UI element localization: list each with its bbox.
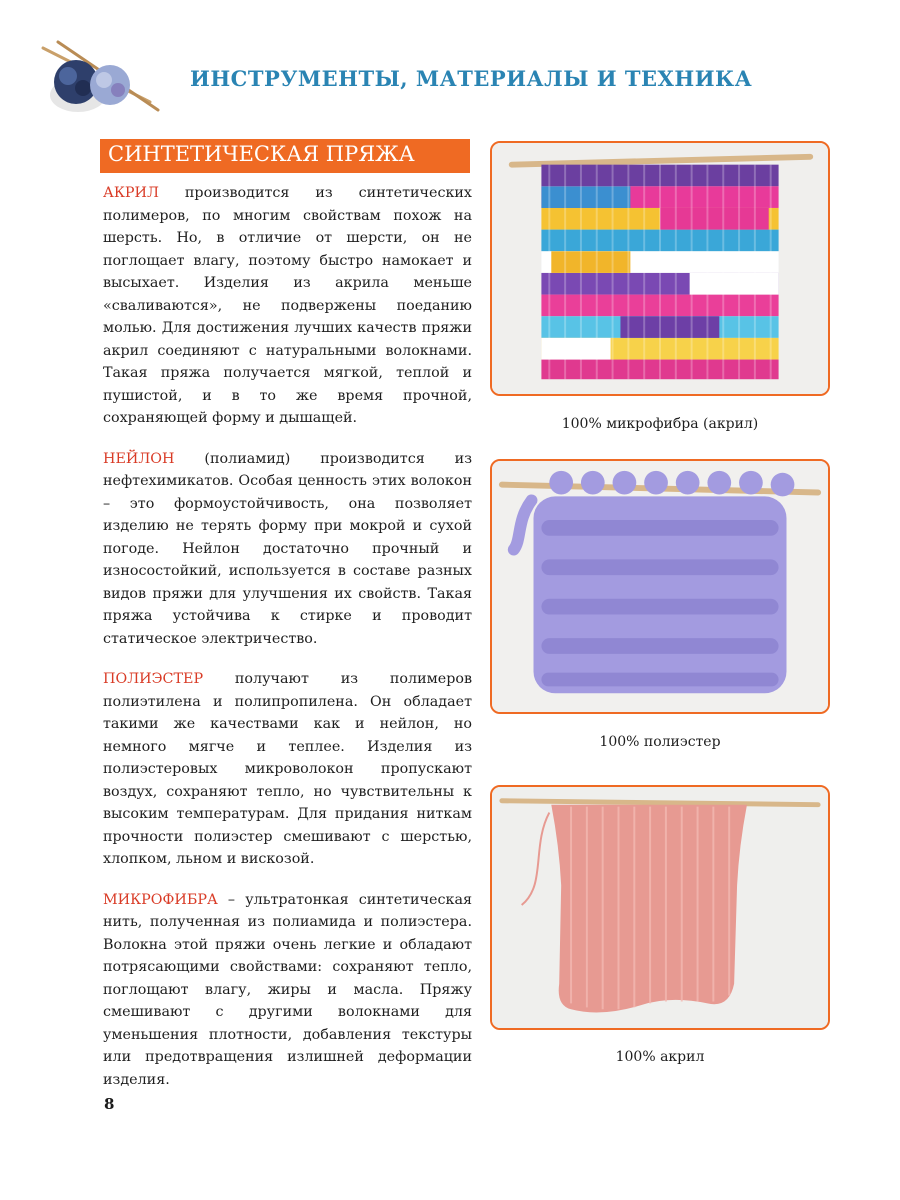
paragraph-acrylic <box>103 182 472 430</box>
paragraph-nylon <box>103 448 472 651</box>
page-number: 8 <box>104 1095 115 1113</box>
multicolor-knit-sample-image <box>490 141 830 396</box>
caption-acrylic: 100% акрил <box>615 1049 705 1065</box>
chapter-header-title: ИНСТРУМЕНТЫ, МАТЕРИАЛЫ И ТЕХНИКА <box>190 66 753 91</box>
pink-acrylic-knit-sample-image <box>490 785 830 1030</box>
section-title-banner <box>100 139 470 173</box>
term-polyester: ПОЛИЭСТЕР <box>103 671 204 687</box>
term-microfiber: МИКРОФИБРА <box>103 891 218 908</box>
term-nylon: НЕЙЛОН <box>103 450 175 467</box>
term-acrylic: АКРИЛ <box>103 185 159 201</box>
paragraph-text: производится из синтетических полимеров, по многим свойствам похож на шерсть. Но, в отличие от шерсти, он не поглощает влагу, поэтому быстро намокает и высыхает. Изделия из акрила меньше «сваливаются», не подвержены поеданию молью. Для достижения лучших качеств пряжи акрил соединяют с натуральными волокнами. Такая пряжа получается мягкой, теплой и пушистой, и в то же время прочной, сохраняющей форму и дышащей. <box>103 185 472 426</box>
paragraph-text: получают из полимеров полиэтилена и полипропилена. Он обладает такими же качествами как и нейлон, но немного мягче и теплее. Изделия из полиэстеровых микроволокон пропускают воздух, сохраняют тепло, но чувствительны к высоким температурам. Для придания ниткам прочности полиэстер смешивают с шерстью, хлопком, льном и вискозой. <box>103 671 472 867</box>
lavender-chenille-knit-sample-image <box>490 459 830 714</box>
text-column <box>103 182 472 1109</box>
paragraph-text: – ультратонкая синтетическая нить, полученная из полиамида и полиэстера. Волокна этой пряжи очень легкие и обладают потрясающими свойствами: сохраняют тепло, поглощают влагу, жиры и масла. Пряжу смешивают с другими волокнами для уменьшения плотности, добавления текстуры или предотвращения излишней деформации изделия. <box>103 891 472 1088</box>
paragraph-polyester <box>103 668 472 871</box>
yarn-balls-logo-icon <box>38 40 163 115</box>
paragraph-microfiber <box>103 889 472 1092</box>
section-title: СИНТЕТИЧЕСКАЯ ПРЯЖА <box>108 142 415 166</box>
caption-microfiber: 100% микрофибра (акрил) <box>561 416 759 432</box>
caption-polyester: 100% полиэстер <box>599 734 721 750</box>
paragraph-text: (полиамид) производится из нефтехимикатов. Особая ценность этих волокон – это формоустойчивость, она позволяет изделию не терять форму при мокрой и сухой погоде. Нейлон достаточно прочный и износостойкий, используется в составе разных видов пряжи для улучшения их свойств. Такая пряжа устойчива к стирке и проводит статическое электричество. <box>103 450 472 647</box>
